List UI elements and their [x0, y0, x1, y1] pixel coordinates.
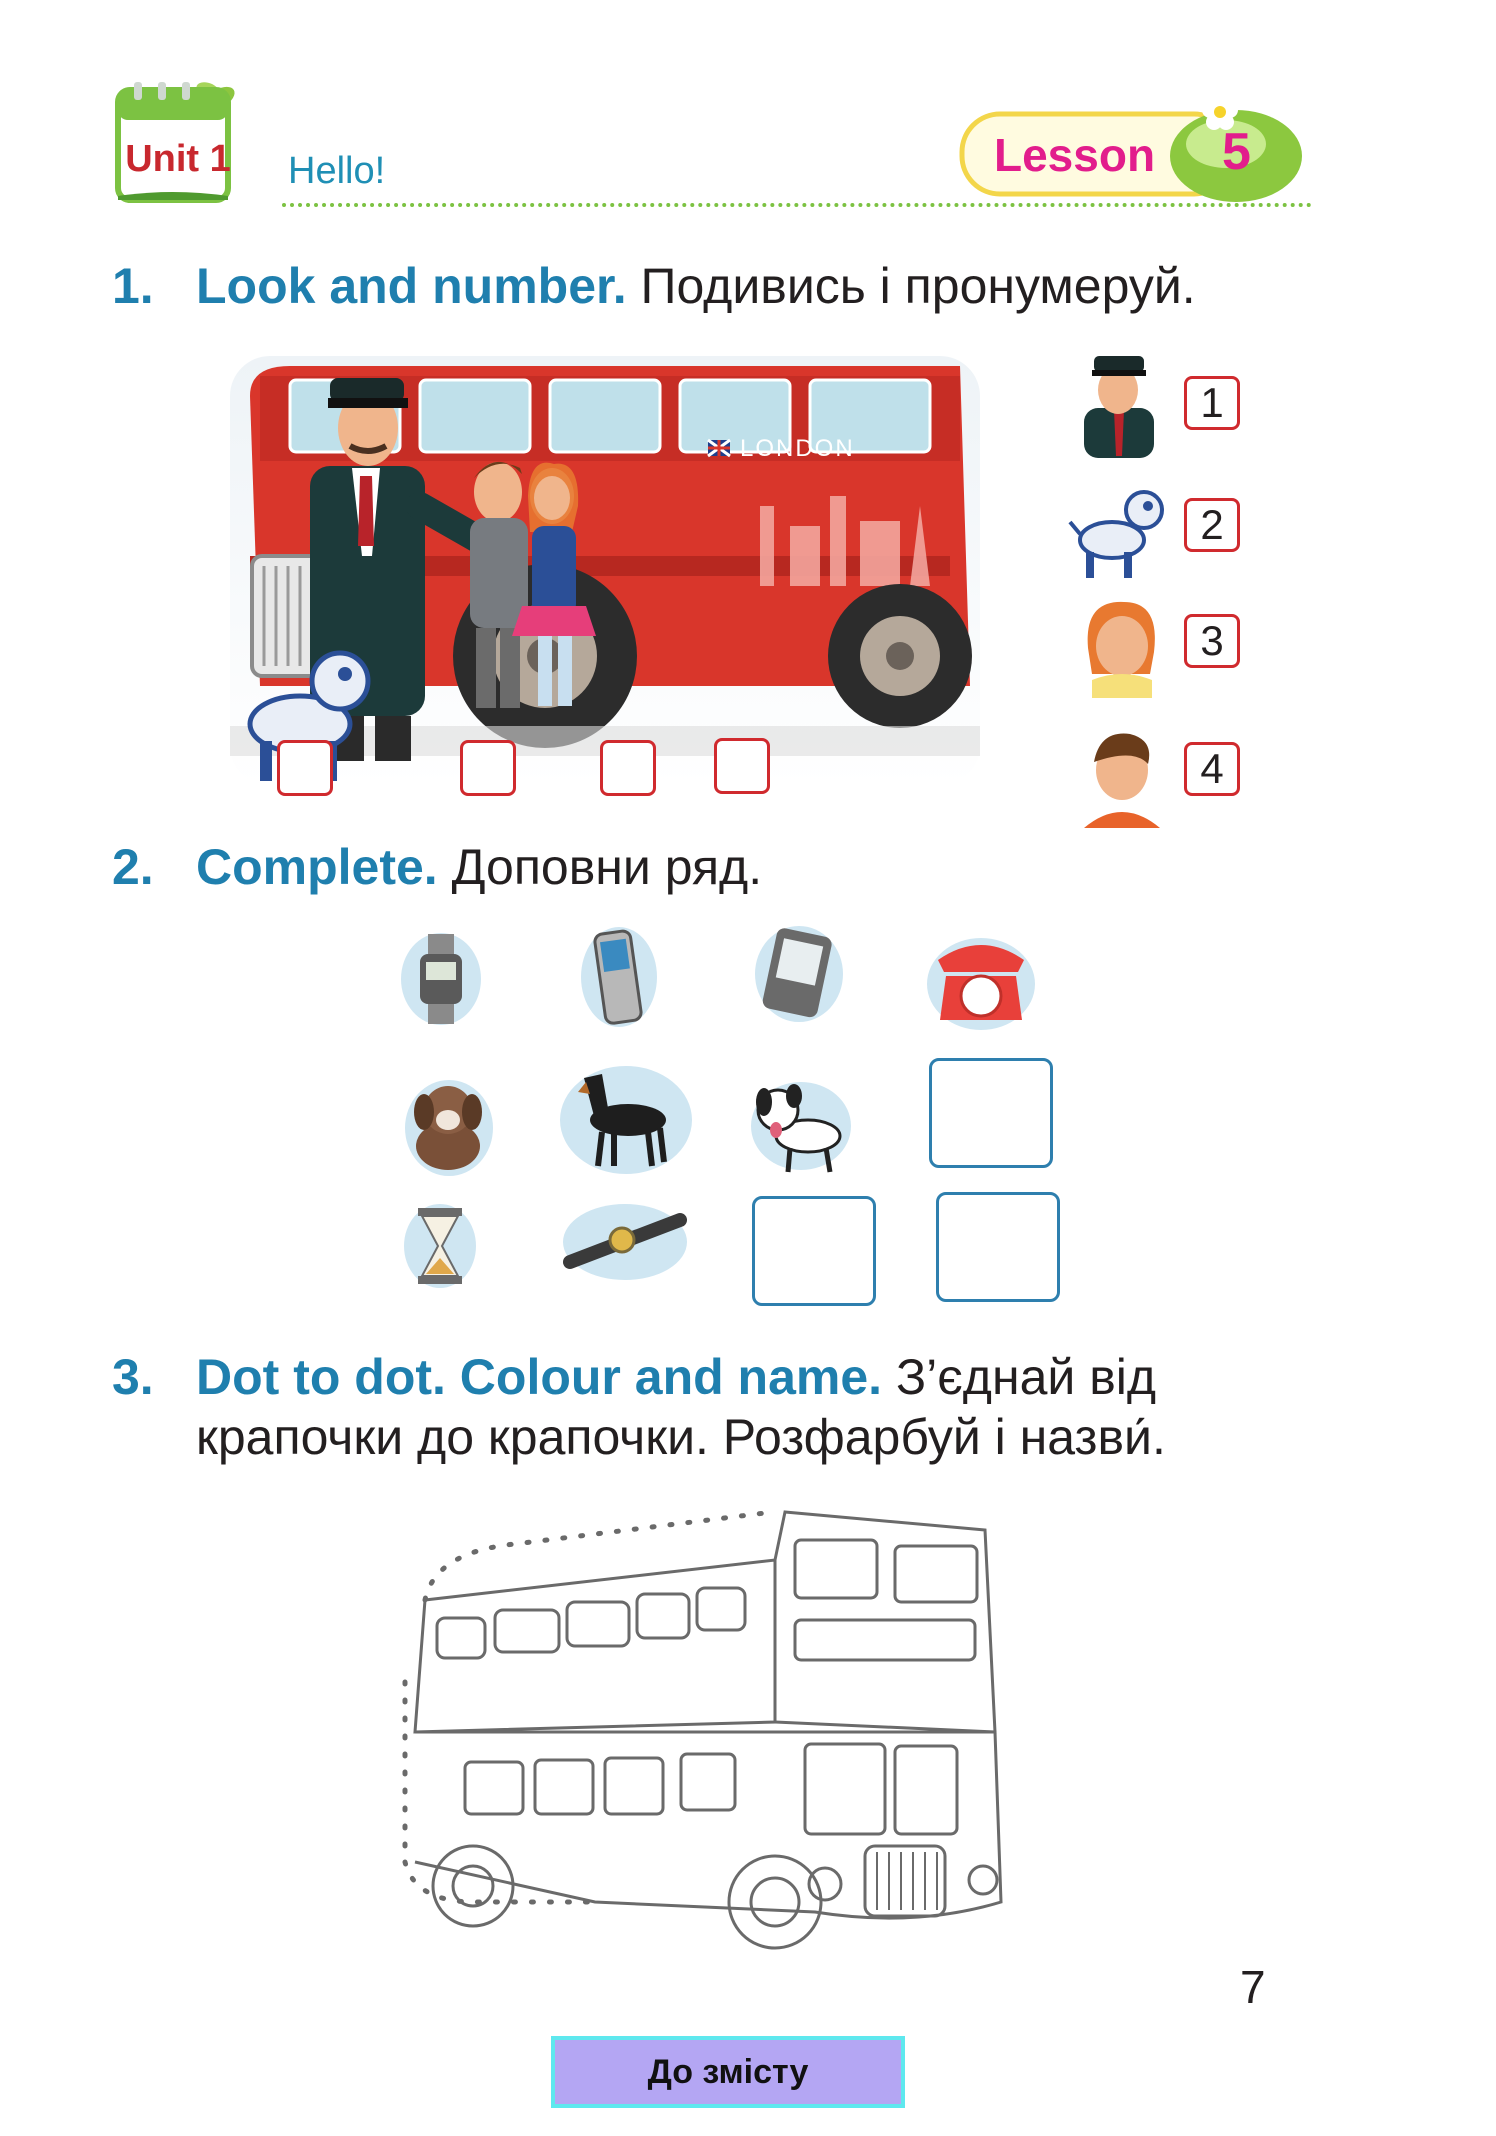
task-number: 3.: [112, 1349, 154, 1405]
lesson-number: 5: [1222, 123, 1251, 181]
unit-label: Unit 1: [125, 138, 231, 180]
task-number: 1.: [112, 258, 154, 314]
answer-box[interactable]: [277, 740, 333, 796]
london-bus-illustration: [230, 356, 980, 786]
task-instruction-uk: Доповни ряд.: [451, 839, 763, 895]
unit-title: Hello!: [288, 150, 386, 192]
task-instruction-uk: Подивись і пронумеруй.: [640, 258, 1196, 314]
empty-answer-box[interactable]: [752, 1196, 876, 1306]
legend-number-box: 2: [1184, 498, 1240, 552]
legend-number-box: 1: [1184, 376, 1240, 430]
empty-answer-box[interactable]: [929, 1058, 1053, 1168]
legend-number-box: 4: [1184, 742, 1240, 796]
page-number: 7: [1240, 1961, 1266, 2013]
table-of-contents-button[interactable]: До змісту: [551, 2036, 905, 2108]
empty-answer-box[interactable]: [936, 1192, 1060, 1302]
answer-box[interactable]: [600, 740, 656, 796]
task-2-heading: [112, 838, 762, 896]
boy-icon: [1070, 718, 1170, 828]
task-instruction-uk: З’єднай від: [895, 1349, 1157, 1405]
bus-driver-icon: [1066, 348, 1166, 458]
rotary-phone-icon: [922, 920, 1040, 1038]
answer-box[interactable]: [714, 738, 770, 794]
spotted-dog-icon: [742, 1066, 860, 1184]
doberman-icon: [556, 1058, 696, 1176]
mobile-phone-icon: [560, 918, 678, 1036]
task-instruction-uk-cont: крапочки до крапочки. Розфарбуй і назви́.: [196, 1409, 1166, 1465]
watch-icon: [560, 1196, 690, 1286]
puppy-icon: [390, 1064, 508, 1182]
task-instruction-en: Dot to dot. Colour and name.: [196, 1349, 883, 1405]
legend-number-box: 3: [1184, 614, 1240, 668]
pda-icon: [740, 910, 858, 1028]
girl-icon: [1070, 588, 1170, 698]
lesson-label: Lesson: [994, 129, 1156, 181]
task-instruction-en: Look and number.: [196, 258, 627, 314]
robot-dog-icon: [1066, 476, 1166, 586]
dot-to-dot-bus-outline: [395, 1482, 1015, 1954]
task-3-heading: [112, 1348, 1312, 1466]
task-number: 2.: [112, 839, 154, 895]
answer-box[interactable]: [460, 740, 516, 796]
hourglass-icon: [392, 1194, 488, 1294]
wristwatch-icon: [382, 920, 500, 1038]
task-1-heading: [112, 257, 1196, 315]
bus-sign-text: LONDON: [740, 435, 855, 462]
task-instruction-en: Complete.: [196, 839, 438, 895]
